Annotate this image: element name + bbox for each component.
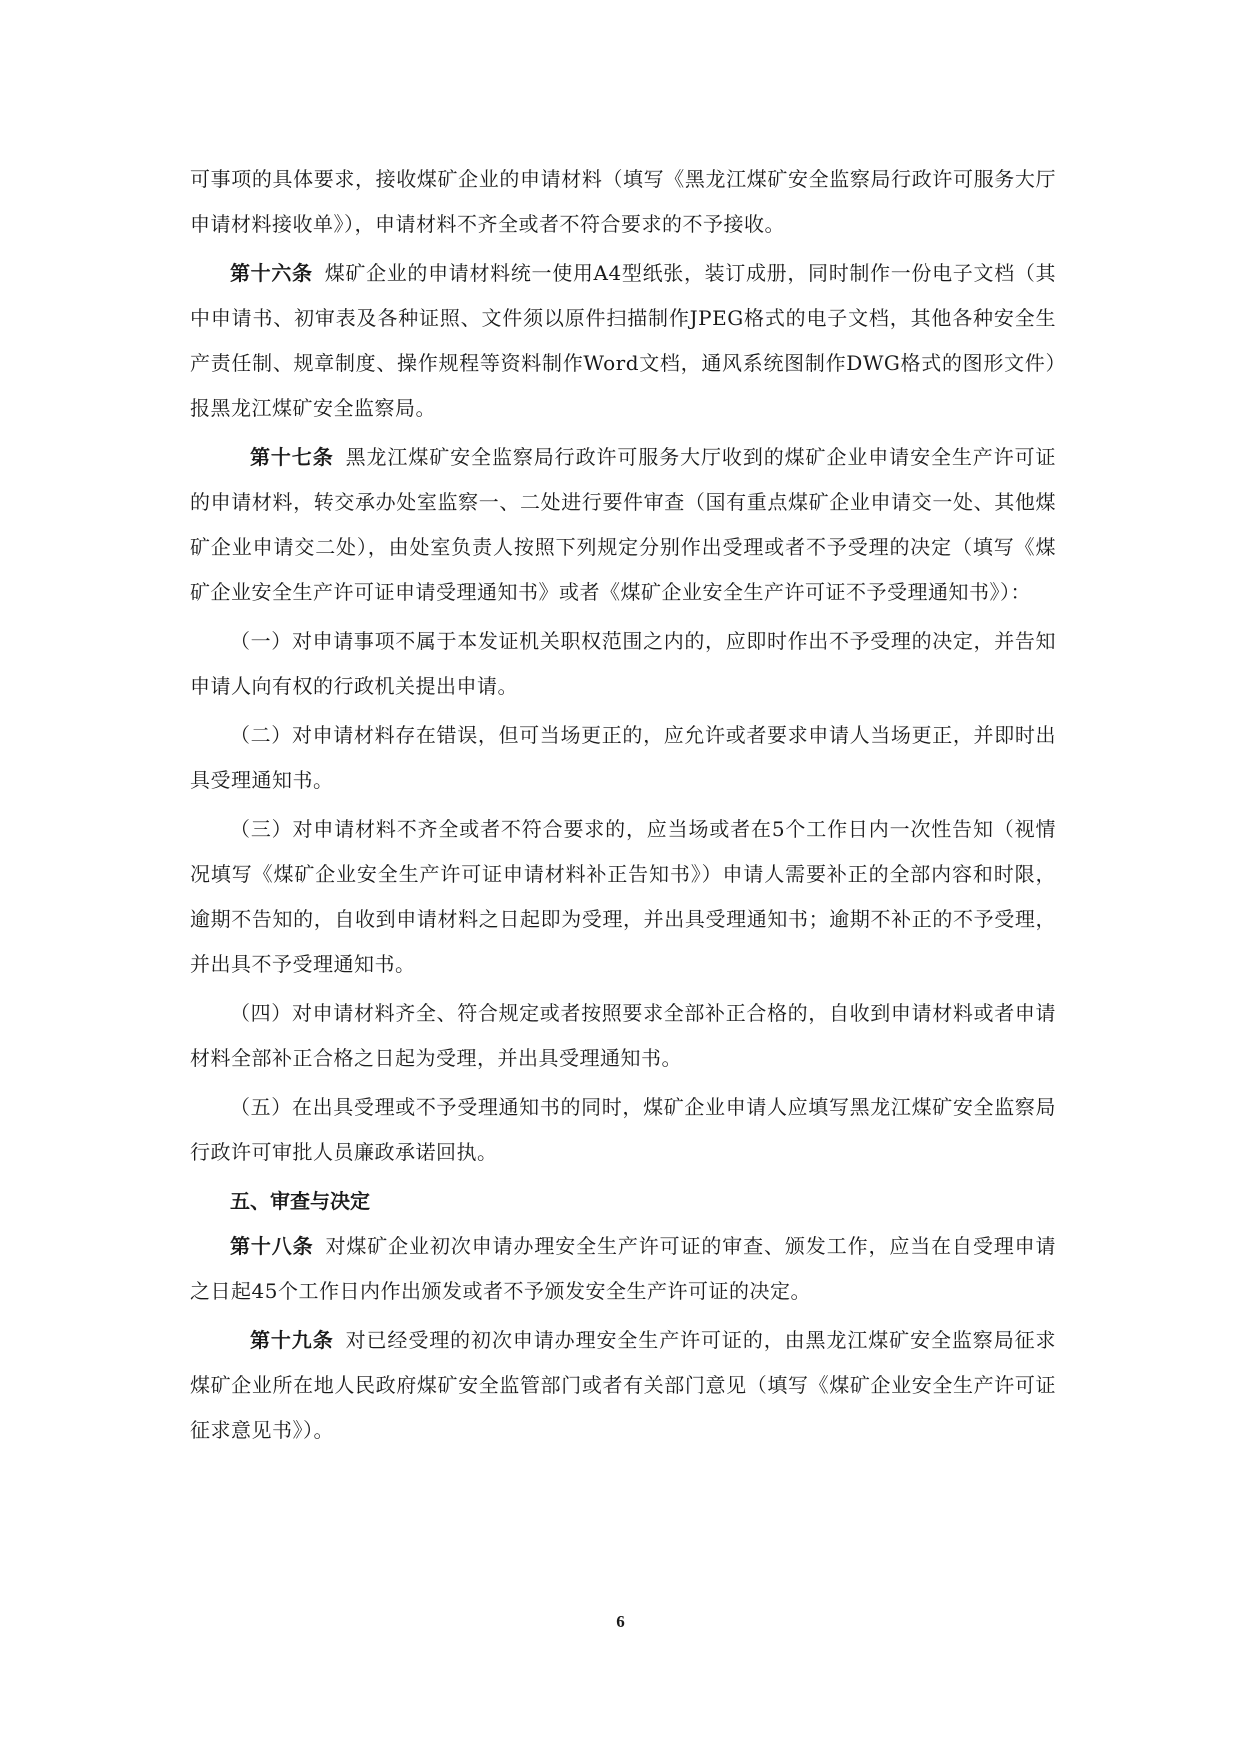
paragraph-text: （三）对申请材料不齐全或者不符合要求的，应当场或者在5个工作日内一次性告知（视情况填写《煤矿企业安全生产许可证申请材料补正告知书》）申请人需要补正的全部内容和时限，逾期不告知的，自收到申请材料之日起即为受理，并出具受理通知书；逾期不补正的不予受理，并出具不予受理通知书。 [190, 817, 1056, 976]
paragraph-text: （五）在出具受理或不予受理通知书的同时，煤矿企业申请人应填写黑龙江煤矿安全监察局行政许可审批人员廉政承诺回执。 [190, 1095, 1056, 1164]
section-heading: 五、审查与决定 [230, 1189, 370, 1213]
clause-4 [190, 991, 1056, 1081]
paragraph-continuation [190, 157, 1056, 247]
paragraph-text: 对已经受理的初次申请办理安全生产许可证的，由黑龙江煤矿安全监察局征求煤矿企业所在地人民政府煤矿安全监管部门或者有关部门意见（填写《煤矿企业安全生产许可证征求意见书》）。 [190, 1328, 1057, 1442]
page-number: 6 [616, 1612, 625, 1631]
clause-5 [190, 1085, 1056, 1175]
paragraph-text: 对煤矿企业初次申请办理安全生产许可证的审查、颁发工作，应当在自受理申请之日起45个工作日内作出颁发或者不予颁发安全生产许可证的决定。 [190, 1234, 1057, 1303]
paragraph-text: 可事项的具体要求，接收煤矿企业的申请材料（填写《黑龙江煤矿安全监察局行政许可服务大厅申请材料接收单》），申请材料不齐全或者不符合要求的不予接收。 [190, 167, 1056, 236]
paragraph-text: （二）对申请材料存在错误，但可当场更正的，应允许或者要求申请人当场更正，并即时出具受理通知书。 [190, 723, 1056, 792]
article-19 [190, 1318, 1056, 1453]
paragraph-text: （一）对申请事项不属于本发证机关职权范围之内的，应即时作出不予受理的决定，并告知申请人向有权的行政机关提出申请。 [190, 629, 1056, 698]
document-body [190, 157, 1056, 1453]
clause-1 [190, 619, 1056, 709]
article-18 [190, 1224, 1056, 1314]
article-16 [190, 251, 1056, 431]
paragraph-text: （四）对申请材料齐全、符合规定或者按照要求全部补正合格的，自收到申请材料或者申请材料全部补正合格之日起为受理，并出具受理通知书。 [190, 1001, 1056, 1070]
article-number: 第十七条 [250, 445, 334, 469]
paragraph-text: 煤矿企业的申请材料统一使用A4型纸张，装订成册，同时制作一份电子文档（其中申请书、初审表及各种证照、文件须以原件扫描制作JPEG格式的电子文档，其他各种安全生产责任制、规章制度、操作规程等资料制作Word文档，通风系统图制作DWG格式的图形文件）报黑龙江煤矿安全监察局。 [190, 261, 1056, 420]
clause-3 [190, 807, 1056, 987]
article-number: 第十九条 [250, 1328, 334, 1352]
article-number: 第十八条 [230, 1234, 314, 1258]
article-17 [190, 435, 1056, 615]
clause-2 [190, 713, 1056, 803]
article-number: 第十六条 [230, 261, 313, 285]
paragraph-text: 黑龙江煤矿安全监察局行政许可服务大厅收到的煤矿企业申请安全生产许可证的申请材料，转交承办处室监察一、二处进行要件审查（国有重点煤矿企业申请交一处、其他煤矿企业申请交二处），由处室负责人按照下列规定分别作出受理或者不予受理的决定（填写《煤矿企业安全生产许可证申请受理通知书》或者《煤矿企业安全生产许可证不予受理通知书》）： [190, 445, 1057, 604]
